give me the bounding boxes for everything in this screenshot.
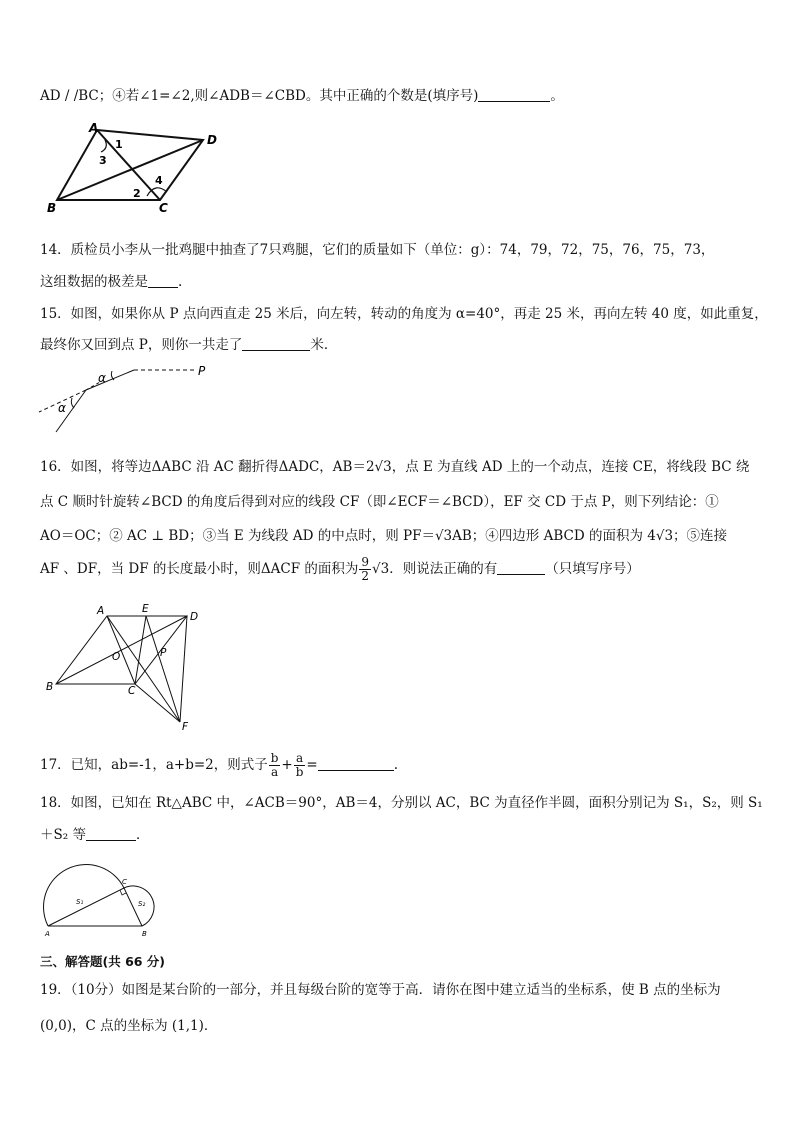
- label-C: C: [159, 201, 168, 215]
- q16-line1: 16．如图，将等边ΔABC 沿 AC 翻折得ΔADC，AB＝2√3，点 E 为直线 AD 上的一个动点，连接 CE，将线段 BC 绕: [40, 459, 750, 475]
- q16-line2: 点 C 顺时针旋转∠BCD 的角度后得到对应的线段 CF（即∠ECF＝∠BCD），EF 交 CD 于点 P，则下列结论：①: [40, 494, 719, 510]
- label-D: D: [190, 611, 199, 623]
- answer-blank[interactable]: [478, 87, 550, 102]
- answer-blank[interactable]: [148, 273, 178, 288]
- q16-figure: [40, 600, 210, 735]
- label-alpha-1: α: [98, 371, 106, 385]
- q18-line2: ＋S₂ 等 ．: [40, 827, 150, 843]
- q18-line1: 18．如图，已知在 Rt△ABC 中，∠ACB＝90°，AB＝4，分别以 AC，BC 为直径作半圆，面积分别记为 S₁，S₂，则 S₁: [40, 795, 763, 811]
- label-4: 4: [155, 174, 163, 187]
- q15-figure: [34, 362, 214, 434]
- label-B: B: [46, 681, 54, 693]
- q18-figure: [42, 858, 172, 938]
- label-P: P: [160, 647, 167, 659]
- label-C: C: [122, 878, 127, 886]
- q19-line2: (0,0)，C 点的坐标为 (1,1)．: [40, 1018, 218, 1034]
- label-alpha-2: α: [58, 401, 66, 415]
- answer-blank[interactable]: [86, 826, 136, 841]
- q15-line2: 最终你又回到点 P，则你一共走了 米．: [40, 337, 338, 353]
- q16-line4: AF 、DF，当 DF 的长度最小时，则ΔACF 的面积为 $\frac{9}{2}$ √3．则说法正确的有 （只填写序号）: [40, 555, 640, 583]
- label-O: O: [112, 651, 121, 663]
- q14-line1: 14．质检员小李从一批鸡腿中抽查了7只鸡腿，它们的质量如下（单位：g）：74，79，72，75，76，75，73，: [40, 242, 715, 258]
- q14-line2: 这组数据的极差是 .: [40, 274, 183, 290]
- label-C: C: [128, 685, 136, 697]
- label-A: A: [45, 930, 50, 938]
- label-P: P: [198, 364, 206, 378]
- fraction-b-over-a: $\frac{b}{a}$: [270, 751, 279, 779]
- label-D: D: [207, 133, 217, 147]
- label-A: A: [89, 121, 99, 135]
- section-3-heading: 三、解答题(共 66 分): [40, 954, 166, 969]
- label-B: B: [142, 930, 147, 938]
- answer-blank[interactable]: [318, 756, 394, 771]
- q17-line: 17．已知，ab=-1，a+b=2，则式子 $\frac{b}{a}$ + $\frac{a}{b}$ = .: [40, 751, 399, 779]
- fraction-a-over-b: $\frac{a}{b}$: [295, 751, 304, 779]
- label-A: A: [97, 605, 105, 617]
- label-3: 3: [99, 154, 107, 167]
- label-F: F: [182, 721, 189, 733]
- q15-line1: 15．如图，如果你从 P 点向西直走 25 米后，向左转，转动的角度为 α=40°，再走 25 米，再向左转 40 度，如此重复，: [40, 306, 768, 322]
- answer-blank[interactable]: [242, 336, 310, 351]
- q16-line3: AO＝OC；② AC ⊥ BD；③当 E 为线段 AD 的中点时，则 PF＝√3AB；④四边形 ABCD 的面积为 4√3；⑤连接: [40, 528, 728, 544]
- q19-line1: 19．（10分）如图是某台阶的一部分，并且每级台阶的宽等于高．请你在图中建立适当的坐标系，使 B 点的坐标为: [40, 982, 721, 998]
- label-S1: S₁: [76, 898, 84, 906]
- q13-line: AD / /BC；④若∠1=∠2,则∠ADB＝∠CBD。其中正确的个数是(填序号) 。: [40, 88, 564, 104]
- answer-blank[interactable]: [497, 560, 545, 575]
- label-1: 1: [115, 138, 123, 151]
- label-S2: S₂: [138, 900, 146, 908]
- fraction-nine-halves: $\frac{9}{2}$: [361, 555, 369, 583]
- label-B: B: [47, 201, 57, 215]
- q13-figure: [45, 118, 235, 218]
- label-2: 2: [133, 187, 141, 200]
- label-E: E: [142, 603, 149, 615]
